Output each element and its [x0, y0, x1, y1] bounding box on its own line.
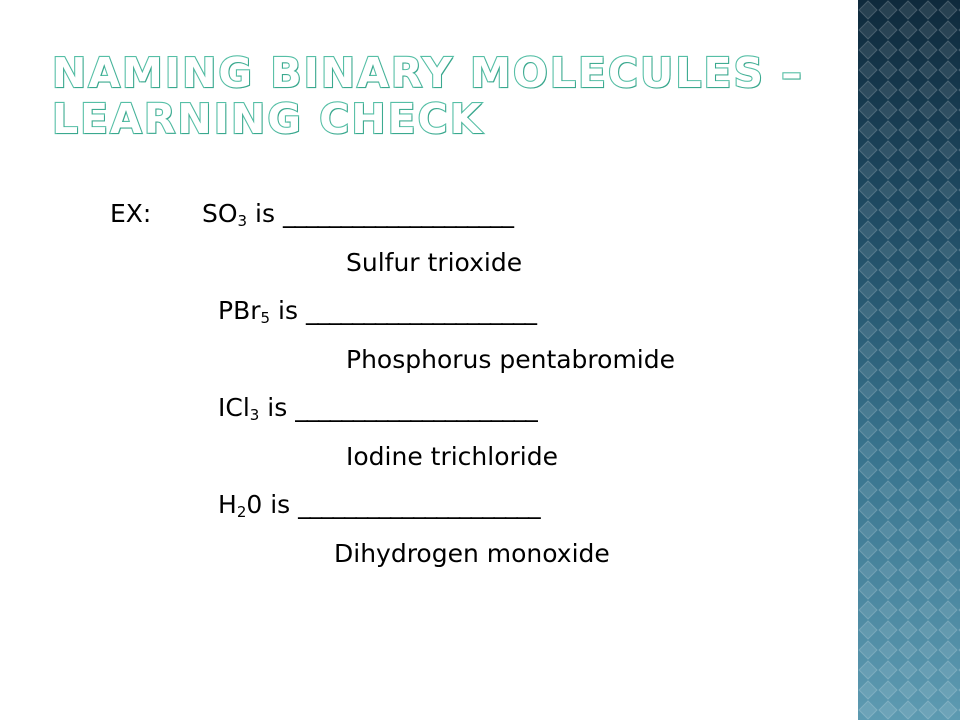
answer-blank: _____________________ — [298, 490, 540, 519]
answer-text: Sulfur trioxide — [346, 248, 523, 277]
answer-blank: ____________________ — [282, 199, 513, 228]
question-line-h20 — [218, 490, 540, 520]
formula-subscript: 3 — [237, 212, 248, 230]
connector-text: is — [262, 490, 299, 519]
answer-text: Phosphorus pentabromide — [346, 345, 676, 374]
question-line-so3 — [110, 199, 513, 229]
formula-subscript: 3 — [249, 406, 260, 424]
question-line-icl3 — [218, 393, 537, 423]
formula: SO — [202, 199, 238, 228]
formula-suffix: 0 — [246, 490, 263, 519]
answer-blank: ____________________ — [305, 296, 536, 325]
connector-text: is — [270, 296, 306, 325]
answer-text: Iodine trichloride — [346, 442, 558, 471]
connector-text: is — [259, 393, 296, 422]
formula: PBr — [218, 296, 261, 325]
formula: ICl — [218, 393, 250, 422]
title-line-2: LEARNING CHECK — [52, 95, 484, 143]
formula: H — [218, 490, 237, 519]
connector-text: is — [247, 199, 283, 228]
title-line-1: NAMING BINARY MOLECULES – — [52, 49, 804, 97]
question-line-pbr5 — [218, 296, 536, 326]
formula-subscript: 2 — [236, 503, 247, 521]
answer-text: Dihydrogen monoxide — [334, 539, 610, 568]
diamond-pattern — [858, 0, 960, 720]
example-label: EX: — [110, 199, 152, 228]
decorative-side-band — [858, 0, 960, 720]
formula-subscript: 5 — [260, 309, 271, 327]
answer-blank: _____________________ — [295, 393, 537, 422]
slide-title — [52, 50, 842, 142]
